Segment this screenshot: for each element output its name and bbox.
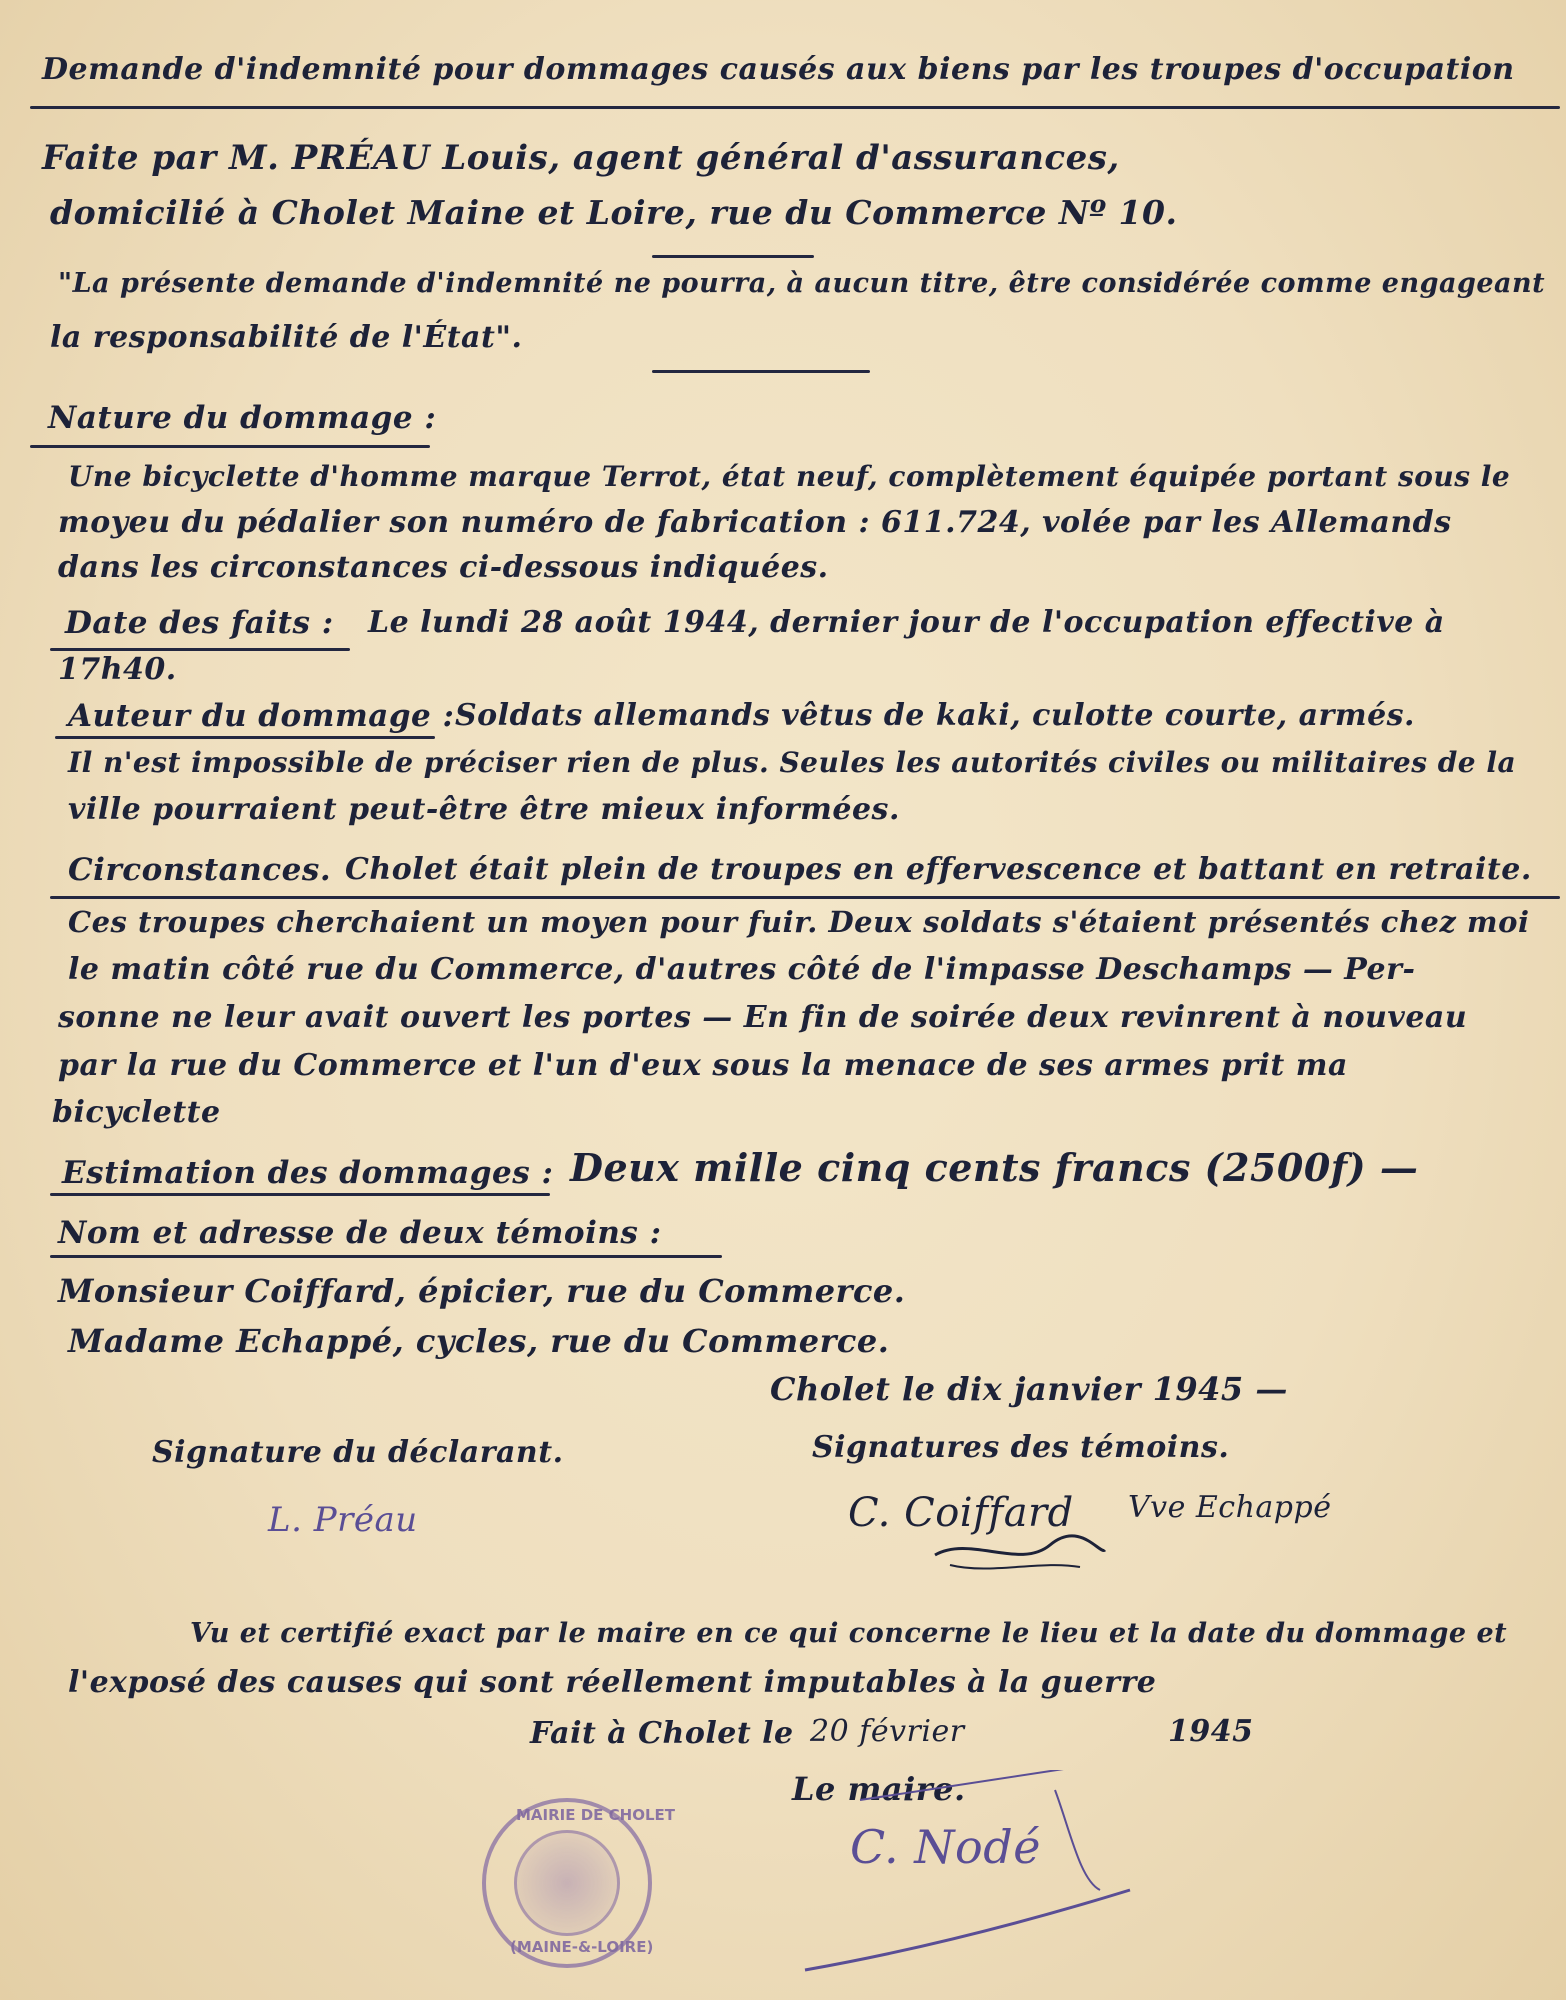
label-underline (50, 1193, 550, 1196)
circonstances-line-1: Cholet était plein de troupes en effervescence et battant en retraite. (345, 852, 1532, 887)
maire-signature: C. Nodé (850, 1820, 1041, 1874)
label-underline (55, 736, 435, 739)
maire-signature-stroke (800, 1770, 1140, 1980)
notice-line-2: la responsabilité de l'État". (50, 320, 523, 355)
title-underline (30, 106, 1560, 109)
circonstances-line-4: sonne ne leur avait ouvert les portes — En fin de soirée deux revinrent à nouveau (58, 1000, 1468, 1035)
auteur-line-2: Il n'est impossible de préciser rien de plus. Seules les autorités civiles ou militaires de la (68, 746, 1517, 779)
nature-line-3: dans les circonstances ci-dessous indiquées. (58, 550, 829, 585)
temoin-1-signature: C. Coiffard (848, 1490, 1074, 1536)
temoins-signature-label: Signatures des témoins. (812, 1430, 1230, 1465)
date-label: Date des faits : (65, 605, 334, 641)
certification-line-2: l'exposé des causes qui sont réellement imputables à la guerre (68, 1665, 1157, 1700)
signature-flourish (930, 1525, 1110, 1575)
temoins-label: Nom et adresse de deux témoins : (58, 1215, 662, 1251)
certification-place: Fait à Cholet le (530, 1716, 794, 1751)
certification-line-1: Vu et certifié exact par le maire en ce qui concerne le lieu et la date du dommage et (190, 1618, 1508, 1649)
maire-label: Le maire. (792, 1770, 966, 1808)
circonstances-line-3: le matin côté rue du Commerce, d'autres côté de l'impasse Deschamps — Per- (68, 952, 1416, 987)
date-line-2: 17h40. (58, 652, 177, 687)
declarant-signature: L. Préau (268, 1500, 418, 1540)
place-date: Cholet le dix janvier 1945 — (770, 1370, 1288, 1408)
divider (652, 370, 870, 373)
certification-date: 20 février (810, 1714, 965, 1749)
auteur-line-3: ville pourraient peut-être être mieux informées. (68, 792, 900, 827)
nature-label: Nature du dommage : (48, 400, 437, 436)
label-underline (50, 1255, 722, 1258)
temoin-1: Monsieur Coiffard, épicier, rue du Commerce. (58, 1272, 906, 1310)
requester-line: Faite par M. PRÉAU Louis, agent général d'assurances, (42, 138, 1120, 178)
document-title: Demande d'indemnité pour dommages causés aux biens par les troupes d'occupation (42, 52, 1515, 87)
temoin-2: Madame Echappé, cycles, rue du Commerce. (68, 1322, 890, 1360)
address-line: domicilié à Cholet Maine et Loire, rue du Commerce Nº 10. (50, 193, 1178, 232)
stamp-text-top: MAIRIE DE CHOLET (516, 1806, 675, 1824)
stamp-text-bottom: (MAINE-&-LOIRE) (510, 1938, 654, 1956)
label-underline (30, 445, 430, 448)
label-underline (50, 648, 350, 651)
temoin-2-signature: Vve Echappé (1128, 1490, 1332, 1525)
auteur-label: Auteur du dommage : (68, 698, 455, 734)
label-underline (50, 896, 1560, 899)
certification-year: 1945 (1168, 1714, 1254, 1749)
mairie-stamp (482, 1798, 675, 1968)
circonstances-label: Circonstances. (68, 852, 332, 888)
circonstances-line-5: par la rue du Commerce et l'un d'eux sous la menace de ses armes prit ma (58, 1048, 1348, 1083)
circonstances-line-2: Ces troupes cherchaient un moyen pour fuir. Deux soldats s'étaient présentés chez moi (68, 905, 1530, 939)
estimation-value: Deux mille cinq cents francs (2500f) — (570, 1145, 1419, 1190)
estimation-label: Estimation des dommages : (62, 1155, 554, 1191)
circonstances-line-6: bicyclette (52, 1095, 221, 1130)
date-line-1: Le lundi 28 août 1944, dernier jour de l'occupation effective à (368, 605, 1445, 640)
divider (652, 255, 814, 258)
auteur-line-1: Soldats allemands vêtus de kaki, culotte courte, armés. (455, 698, 1415, 733)
nature-line-1: Une bicyclette d'homme marque Terrot, état neuf, complètement équipée portant sous le (68, 460, 1511, 493)
stamp-emblem (514, 1830, 620, 1936)
nature-line-2: moyeu du pédalier son numéro de fabrication : 611.724, volée par les Allemands (58, 505, 1452, 540)
notice-line-1: "La présente demande d'indemnité ne pourra, à aucun titre, être considérée comme engageant (58, 268, 1546, 299)
declarant-signature-label: Signature du déclarant. (152, 1435, 564, 1470)
